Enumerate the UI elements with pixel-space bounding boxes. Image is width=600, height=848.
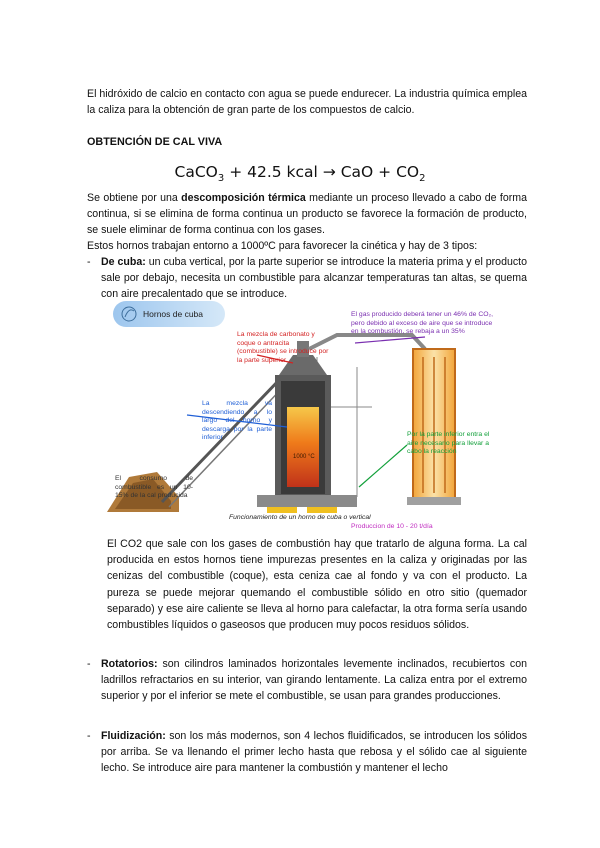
arrow-mid-right [359, 445, 407, 487]
rot-text: son cilindros laminados horizontales levemente inclinados, recubiertos con ladrillos refractarios en su interior, van girando lentamente. La caliza entra por el extremo superior y por el inferior se mete el combustible, se usan para grandes producciones. [101, 658, 527, 703]
paragraph-tipos: Estos hornos trabajan entorno a 1000ºC para favorecer la cinética y hay de 3 tipos: [87, 240, 478, 252]
eq-products-sub: 2 [419, 173, 426, 185]
list-item-fluidizacion [87, 728, 527, 777]
rot-label: Rotatorios: [101, 658, 158, 670]
eq-energy: + 42.5 kcal [224, 163, 323, 181]
arrow-icon: → [322, 163, 336, 181]
temp-label: 1000 °C [293, 454, 315, 460]
eq-reactant-sub: 3 [217, 173, 225, 185]
note-top-left: La mezcla de carbonato y coque o antracita (combustible) se introduce por la parte superior [237, 331, 329, 364]
cuba-text: un cuba vertical, por la parte superior se introduce la materia prima y el producto sale por debajo, necesita un combustible para alcanzar temperaturas tan altas, se quema con aire precalentado que se introduce. [101, 256, 527, 301]
figure-title: Hornos de cuba [143, 309, 204, 319]
horno-cuba-figure [107, 297, 502, 532]
kiln-hot-zone [287, 407, 319, 487]
list-bullet: - [87, 256, 91, 268]
cuba-label: De cuba: [101, 256, 146, 268]
flu-text: son los más modernos, son 4 lechos fluidificados, se introducen los sólidos por arriba. Se va llenando el primer lecho hasta que rebosa y el sólido cae al siguiente lecho. Se introduce aire para mantener la combustión y mantener el lecho [101, 730, 527, 775]
para1-bold: descomposición térmica [181, 192, 306, 204]
chemical-equation [0, 163, 600, 184]
eq-products: CaO + CO [335, 163, 420, 181]
figure-caption: Funcionamiento de un horno de cuba o vertical [229, 514, 371, 521]
list-item-cuba [87, 254, 527, 303]
para1-start: Se obtiene por una [87, 192, 182, 204]
paragraph-descomposicion [87, 190, 527, 239]
note-mid-right: Por la parte inferior entra el aire necesario para llevar a cabo la reacción [407, 431, 490, 456]
list-bullet: - [87, 730, 91, 742]
intro-paragraph: El hidróxido de calcio en contacto con agua se puede endurecer. La industria química emplea la caliza para la obtención de gran parte de los compuestos de calcio. [87, 88, 527, 117]
production-note: Produccion de 10 - 20 t/día [351, 523, 433, 530]
note-mid-left: La mezcla va descendiendo a lo largo del horno y descarga por la parte inferior [202, 400, 272, 442]
para1-end: mediante un proceso llevado a cabo de forma continua, si se elimina de forma continua un producto se favorece la formación de producto, se suele eliminar de forma continua con los gases. [87, 192, 527, 237]
list-item-rotatorios [87, 656, 527, 705]
section-heading: OBTENCIÓN DE CAL VIVA [87, 136, 223, 148]
note-top-right: El gas producido deberá tener un 46% de CO₂, pero debido al exceso de aire que se introduce en la combustión, se rebaja a un 35% [351, 311, 494, 336]
paragraph-co2: El CO2 que sale con los gases de combustión hay que tratarlo de alguna forma. La cal producida en estos hornos tiene impurezas presentes en la caliza y originadas por las cenizas del combustible (coque), esta ceniza cae al fondo y va con el producto. La pureza se puede mejorar quemando el combustible sólido en otro sitio (quemador separado) y ese aire caliente se lleva al horno para calefactar, la otra forma sería usando combustibles líquidos o gaseosos que producen muy pocos residuos sólidos. [107, 538, 527, 632]
eq-reactant: CaCO [174, 163, 218, 181]
flu-label: Fluidización: [101, 730, 166, 742]
note-bottom-left: El consumo de combustible es un 10-15% de la cal producida [115, 475, 193, 500]
list-bullet: - [87, 658, 91, 670]
